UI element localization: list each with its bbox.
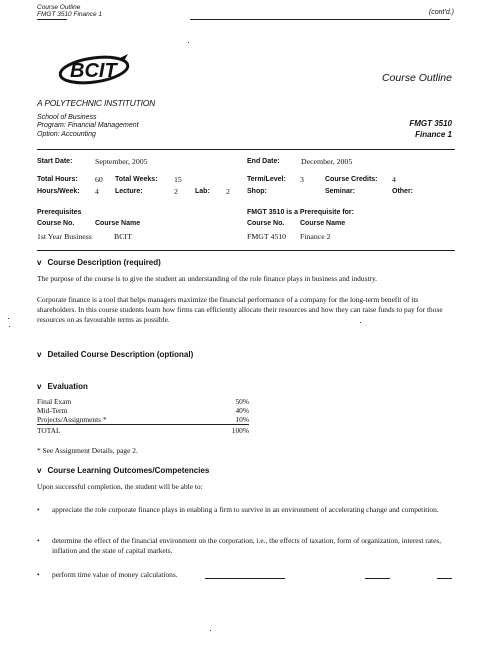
- total-weeks-label: Total Weeks:: [115, 176, 158, 183]
- option-name: Option: Accounting: [37, 130, 96, 138]
- evaluation-row: [37, 397, 249, 406]
- course-description-p1: The purpose of the course is to give the student an understanding of the role finance plays in business and industry.: [37, 274, 378, 283]
- footer-rule-right: [365, 578, 390, 579]
- running-header-contd: (cont'd.): [428, 9, 454, 16]
- total-weeks-value: 15: [174, 175, 182, 184]
- hours-week-value: 4: [95, 187, 99, 196]
- course-description-p2: Corporate finance is a tool that helps managers maximize the financial performance of a company for the long-term benefit of its shareholders. In this course students learn how firms can efficiently allocate their resources and how they can raise funds to pay for those resources on as favourable terms as possible.: [37, 295, 443, 324]
- scan-speck: [210, 630, 211, 631]
- detailed-description-heading: [37, 350, 193, 359]
- school-block: [37, 114, 139, 139]
- lecture-label: Lecture:: [115, 188, 143, 195]
- course-description-heading-text: Course Description (required): [47, 258, 161, 267]
- scan-speck: [9, 326, 10, 327]
- course-name: Finance 1: [415, 130, 452, 139]
- evaluation-item: TOTAL: [37, 426, 61, 435]
- program-name: Program: Financial Management: [37, 122, 139, 130]
- bcit-logo-text: BCIT: [70, 60, 117, 82]
- outcome-item: [37, 536, 457, 556]
- course-credits-label: Course Credits:: [325, 176, 378, 183]
- prereq-for-course-no: FMGT 4510: [247, 232, 287, 241]
- scan-speck: [8, 318, 9, 319]
- seminar-label: Seminar:: [325, 188, 355, 195]
- other-label: Other:: [392, 188, 413, 195]
- footer-rule-center: [205, 578, 285, 579]
- evaluation-heading-text: Evaluation: [47, 382, 88, 391]
- detailed-description-heading-text: Detailed Course Description (optional): [47, 350, 194, 359]
- institution-tagline: A POLYTECHNIC INSTITUTION: [37, 98, 156, 108]
- outcomes-heading: [37, 466, 209, 475]
- evaluation-pct: 40%: [235, 406, 249, 415]
- outcomes-heading-text: Course Learning Outcomes/Competencies: [47, 466, 210, 475]
- course-credits-value: 4: [392, 175, 396, 184]
- total-hours-label: Total Hours:: [37, 176, 78, 183]
- outcome-item: [37, 505, 457, 515]
- prereq-course-name: BCIT: [114, 232, 132, 241]
- lecture-value: 2: [174, 187, 178, 196]
- term-level-value: 3: [300, 175, 304, 184]
- bcit-logo-graphic: [58, 52, 136, 86]
- course-id-block: [409, 118, 452, 140]
- end-date-label: End Date:: [247, 158, 280, 165]
- course-code: FMGT 3510: [409, 119, 452, 128]
- prereq-course-no: 1st Year Business: [37, 232, 92, 241]
- hours-week-label: Hours/Week:: [37, 188, 80, 195]
- lab-value: 2: [226, 187, 230, 196]
- evaluation-item: Final Exam: [37, 397, 72, 406]
- outcomes-intro: Upon successful completion, the student will be able to:: [37, 482, 203, 491]
- end-date-value: December, 2005: [301, 157, 353, 166]
- prerequisites-heading: Prerequisites: [37, 209, 82, 216]
- lab-label: Lab:: [195, 188, 210, 195]
- evaluation-item: Projects/Assignments *: [37, 415, 107, 424]
- evaluation-note: * See Assignment Details, page 2.: [37, 446, 138, 455]
- evaluation-total-row: [37, 426, 249, 435]
- bullet-icon: •: [37, 536, 40, 545]
- document-title: Course Outline: [381, 72, 452, 84]
- evaluation-heading: [37, 382, 88, 391]
- shop-label: Shop:: [247, 188, 267, 195]
- evaluation-row: [37, 406, 249, 415]
- school-name: School of Business: [37, 114, 97, 121]
- evaluation-pct: 100%: [231, 426, 249, 435]
- section-marker: v: [37, 466, 42, 475]
- evaluation-row: [37, 415, 249, 425]
- info-bottom-rule: [37, 250, 455, 251]
- info-top-rule: [37, 149, 455, 150]
- header-rule-right: [190, 19, 450, 20]
- bullet-icon: •: [37, 570, 40, 579]
- bcit-logo: [58, 52, 136, 86]
- section-marker: v: [37, 382, 42, 391]
- prereq-for-col-course-no: Course No.: [247, 220, 285, 227]
- header-rule-left: [37, 19, 67, 20]
- outcome-text: perform time value of money calculations.: [52, 570, 178, 579]
- section-marker: v: [37, 258, 42, 267]
- evaluation-pct: 50%: [235, 397, 249, 406]
- evaluation-item: Mid-Term: [37, 406, 68, 415]
- prereq-for-course-name: Finance 2: [300, 232, 331, 241]
- scan-speck: [360, 322, 361, 323]
- prereq-for-heading: FMGT 3510 is a Prerequisite for:: [247, 209, 354, 216]
- running-header-title: Course Outline: [37, 4, 81, 11]
- prereq-col-course-no: Course No.: [37, 220, 75, 227]
- outcome-text: determine the effect of the financial environment on the corporation, i.e., the effects of taxation, form of organization, interest rates, inflation and the state of capital markets.: [52, 536, 442, 555]
- prereq-for-col-course-name: Course Name: [300, 220, 346, 227]
- footer-rule-far-right: [437, 578, 452, 579]
- evaluation-pct: 10%: [235, 415, 249, 424]
- prereq-col-course-name: Course Name: [95, 220, 141, 227]
- start-date-label: Start Date:: [37, 158, 73, 165]
- term-level-label: Term/Level:: [247, 176, 286, 183]
- bullet-icon: •: [37, 505, 40, 514]
- running-header-course: FMGT 3510 Finance 1: [37, 11, 103, 18]
- course-description-heading: [37, 258, 161, 267]
- section-marker: v: [37, 350, 42, 359]
- scan-speck: [188, 42, 189, 43]
- start-date-value: September, 2005: [95, 157, 148, 166]
- total-hours-value: 60: [95, 175, 103, 184]
- outcome-text: appreciate the role corporate finance plays in enabling a firm to survive in an environment of accelerating change and competition.: [52, 505, 439, 514]
